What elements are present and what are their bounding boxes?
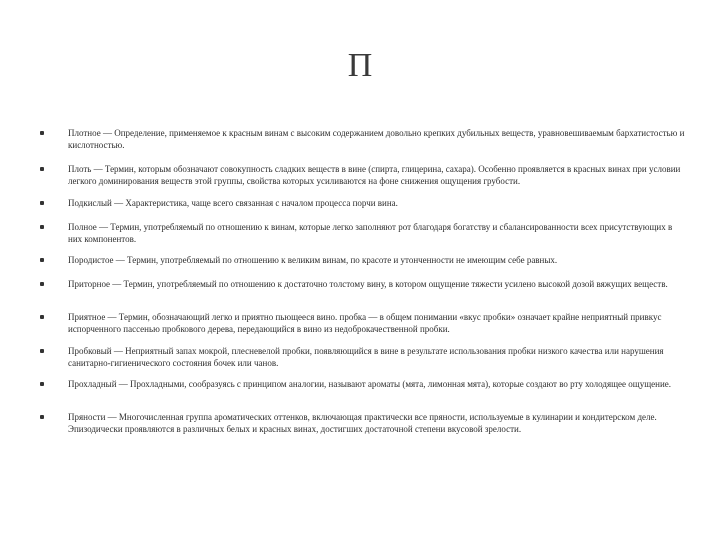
slide-title: П	[347, 47, 373, 84]
bullet-icon	[40, 415, 44, 419]
entry-text: Плоть — Термин, которым обозначают совокупность сладких веществ в вине (спирта, глицерина, сахара). Особенно проявляется в красных винах при условии легкого доминирования веществ этой группы, свойства которых усиливаются на фоне снижения ощущения грубости.	[68, 164, 681, 186]
entry-text: Пряности — Многочисленная группа ароматических оттенков, включающая практически все пряности, используемые в кулинарии и кондитерском деле. Эпизодически проявляются в различных белых и красных винах, достигших достаточной степени вкусовой зрелости.	[68, 412, 657, 434]
bullet-icon	[40, 382, 44, 386]
entry-text: Полное — Термин, употребляемый по отношению к винам, которые легко заполняют рот благодаря богатству и сбалансированности всех присутствующих в них компонентов.	[68, 222, 673, 244]
entry-text: Породистое — Термин, употребляемый по отношению к великим винам, по красоте и утонченности не имеющим себе равных.	[68, 255, 558, 265]
entry-text: Плотное — Определение, применяемое к красным винам с высоким содержанием довольно крепких дубильных веществ, уравновешиваемым бархатистостью и кислотностью.	[68, 128, 685, 150]
bullet-icon	[40, 258, 44, 262]
bullet-icon	[40, 225, 44, 229]
entry-text: Прохладный — Прохладными, сообразуясь с принципом аналогии, называют ароматы (мята, лимонная мята), которые создают во рту холодящее ощущение.	[68, 379, 672, 389]
bullet-icon	[40, 349, 44, 353]
entry-text: Пробковый — Неприятный запах мокрой, плесневелой пробки, появляющийся в вине в результате использования пробки низкого качества или нарушения санитарно-гигиенического состояния бочек или чанов.	[68, 346, 664, 368]
bullet-icon	[40, 282, 44, 286]
bullet-icon	[40, 167, 44, 171]
entry-text: Подкислый — Характеристика, чаще всего связанная с началом процесса порчи вина.	[68, 198, 398, 208]
bullet-icon	[40, 315, 44, 319]
entry-text: Приятное — Термин, обозначающий легко и приятно пьющееся вино. пробка — в общем понимании «вкус пробки» означает крайне неприятный привкус испорченного пассенью пробкового дерева, передающийся в вино из недоброкачественной пробки.	[68, 312, 662, 334]
entry-text: Приторное — Термин, употребляемый по отношению к достаточно толстому вину, в котором ощущение тяжести усилено высокой дозой вяжущих веществ.	[68, 279, 668, 289]
bullet-icon	[40, 131, 44, 135]
bullet-icon	[40, 201, 44, 205]
